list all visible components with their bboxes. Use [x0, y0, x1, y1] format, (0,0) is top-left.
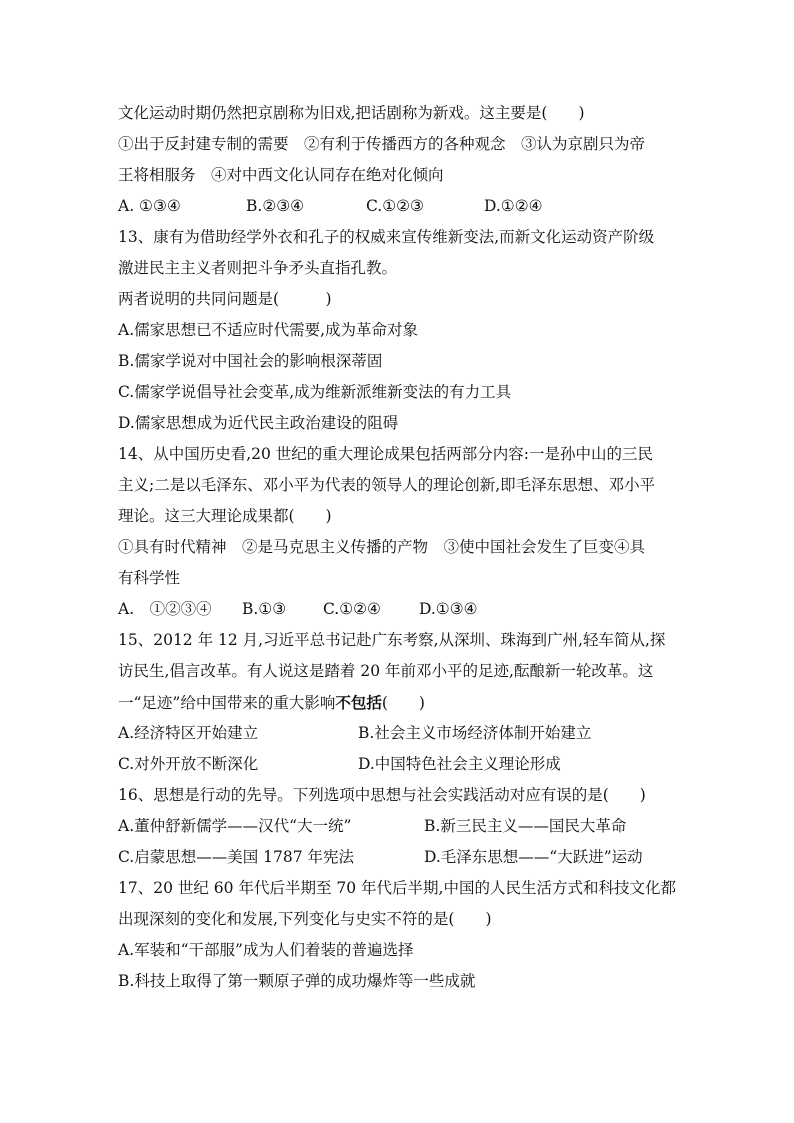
q16-options-row-2 [118, 842, 678, 873]
q13-option-a: A.儒家思想已不适应时代需要,成为革命对象 [118, 321, 419, 339]
q14-stem-line-3: 理论。这三大理论成果都( ) [118, 507, 332, 525]
q15-options-row-1 [118, 718, 678, 749]
q17-stem-line-1: 17、20 世纪 60 年代后半期至 70 年代后半期,中国的人民生活方式和科技文化都 [118, 879, 676, 897]
q14-option-d: D.①③④ [419, 600, 478, 618]
q16-option-c: C.启蒙思想——美国 1787 年宪法 [118, 848, 355, 866]
q14-stem-line-2: 主义;二是以毛泽东、邓小平为代表的领导人的理论创新,即毛泽东思想、邓小平 [118, 476, 656, 494]
q16-option-d: D.毛泽东思想——“大跃进”运动 [424, 848, 643, 866]
q12-option-b: B.②③④ [246, 197, 305, 215]
q13-option-c: C.儒家学说倡导社会变革,成为维新派维新变法的有力工具 [118, 383, 512, 401]
q14-items-line-2: 有科学性 [118, 569, 181, 587]
q14-option-c: C.①②④ [323, 600, 381, 618]
q16-options-row-1 [118, 811, 678, 842]
q12-option-d: D.①②④ [484, 197, 543, 215]
q14-stem-line-1: 14、从中国历史看,20 世纪的重大理论成果包括两部分内容:一是孙中山的三民 [118, 445, 654, 463]
exam-page [118, 98, 678, 997]
q14-options [118, 594, 678, 625]
q12-stem-tail: 文化运动时期仍然把京剧称为旧戏,把话剧称为新戏。这主要是( ) [118, 104, 585, 122]
q12-items-line-1: ①出于反封建专制的需要 ②有利于传播西方的各种观念 ③认为京剧只为帝 [118, 135, 646, 153]
q13-option-b: B.儒家学说对中国社会的影响根深蒂固 [118, 352, 383, 370]
q15-options-row-2 [118, 749, 678, 780]
q16-option-a: A.董仲舒新儒学——汉代“大一统” [118, 817, 352, 835]
q14-option-b: B.①③ [242, 600, 287, 618]
q15-stem-line-3-pre: 一“足迹”给中国带来的重大影响 [118, 694, 336, 712]
q13-option-d: D.儒家思想成为近代民主政治建设的阻碍 [118, 414, 399, 432]
q17-option-b: B.科技上取得了第一颗原子弹的成功爆炸等一些成就 [118, 972, 476, 990]
q17-stem-line-2: 出现深刻的变化和发展,下列变化与史实不符的是( ) [118, 910, 492, 928]
q12-items-line-2: 王将相服务 ④对中西文化认同存在绝对化倾向 [118, 166, 444, 184]
q15-option-d: D.中国特色社会主义理论形成 [358, 755, 561, 773]
q16-stem: 16、思想是行动的先导。下列选项中思想与社会实践活动对应有误的是( ) [118, 786, 646, 804]
q15-stem-line-3 [118, 687, 678, 718]
q12-option-c: C.①②③ [366, 197, 424, 215]
q12-option-a: A. ①③④ [118, 197, 181, 215]
q14-option-a: A. ①②③④ [118, 600, 212, 618]
q12-options [118, 191, 678, 222]
q14-items-line-1: ①具有时代精神 ②是马克思主义传播的产物 ③使中国社会发生了巨变④具 [118, 538, 646, 556]
q15-option-c: C.对外开放不断深化 [118, 755, 259, 773]
q13-stem-line-2: 激进民主主义者则把斗争矛头直指孔教。 [118, 259, 398, 277]
q15-option-b: B.社会主义市场经济体制开始建立 [358, 724, 592, 742]
q15-stem-line-1: 15、2012 年 12 月,习近平总书记赴广东考察,从深圳、珠海到广州,轻车简从,探 [118, 631, 666, 649]
q15-stem-line-2: 访民生,倡言改革。有人说这是踏着 20 年前邓小平的足迹,酝酿新一轮改革。这 [118, 662, 654, 680]
q13-stem-line-1: 13、康有为借助经学外衣和孔子的权威来宣传维新变法,而新文化运动资产阶级 [118, 228, 655, 246]
q15-stem-line-3-post: ( ) [381, 694, 425, 712]
q16-option-b: B.新三民主义——国民大革命 [424, 817, 627, 835]
q17-option-a: A.军装和“干部服”成为人们着装的普遍选择 [118, 941, 414, 959]
q13-stem-line-3: 两者说明的共同问题是( ) [118, 290, 332, 308]
q15-option-a: A.经济特区开始建立 [118, 724, 259, 742]
q15-emphasis: 不包括 [335, 693, 382, 712]
